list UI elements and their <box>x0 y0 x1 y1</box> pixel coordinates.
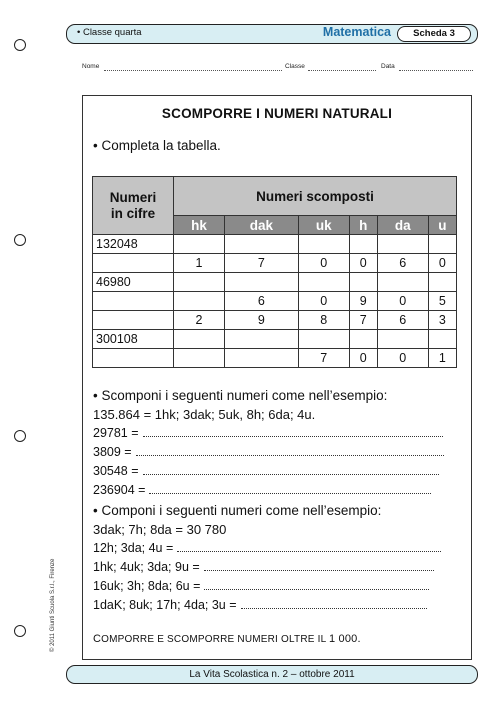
worksheet-number: Scheda 3 <box>397 26 471 42</box>
table-instruction: • Completa la tabella. <box>93 138 221 153</box>
digit-cell-uk: 7 <box>298 349 349 368</box>
exercise1-item-label: 236904 = <box>93 483 146 497</box>
number-cell[interactable] <box>93 254 174 273</box>
exercise2-item <box>93 541 441 555</box>
table-row <box>93 311 457 330</box>
digit-cell-u: 0 <box>428 254 456 273</box>
class-label: • Classe quarta <box>77 27 142 38</box>
exercise1-instruction: • Scomponi i seguenti numeri come nell’esempio: <box>93 388 388 403</box>
binder-hole-2 <box>14 234 26 246</box>
name-label: Nome <box>82 63 100 70</box>
footnote-initial: C <box>93 633 102 645</box>
exercise2-instruction: • Componi i seguenti numeri come nell’esempio: <box>93 503 382 518</box>
exercise2-example: 3dak; 7h; 8da = 30 780 <box>93 522 227 537</box>
digit-cell-dak[interactable] <box>224 273 298 292</box>
date-field[interactable] <box>399 70 473 71</box>
exercise1-item <box>93 483 431 497</box>
name-field[interactable] <box>104 70 282 71</box>
exercise1-item <box>93 445 444 459</box>
class-field-label: Classe <box>285 63 305 70</box>
numbers-in-digits-label: Numeri in cifre <box>109 189 157 221</box>
exercise1-answer-field[interactable] <box>149 483 431 494</box>
exercise1-item <box>93 426 443 440</box>
digit-cell-u[interactable] <box>428 235 456 254</box>
digit-cell-hk[interactable] <box>174 292 225 311</box>
number-cell[interactable] <box>93 311 174 330</box>
footnote-text: OMPORRE E SCOMPORRE NUMERI OLTRE IL <box>101 634 329 645</box>
worksheet-title: SCOMPORRE I NUMERI NATURALI <box>161 106 393 121</box>
number-cell: 300108 <box>93 330 174 349</box>
numbers-in-digits-header <box>93 177 174 235</box>
number-cell[interactable] <box>93 292 174 311</box>
exercise2-item-label: 1daK; 8uk; 17h; 4da; 3u = <box>93 598 237 612</box>
column-header-u: u <box>428 216 456 235</box>
footnote <box>93 633 361 645</box>
number-cell: 46980 <box>93 273 174 292</box>
exercise2-item-label: 1hk; 4uk; 3da; 9u = <box>93 560 200 574</box>
column-header-hk: hk <box>174 216 225 235</box>
digit-cell-da: 0 <box>377 292 428 311</box>
number-cell[interactable] <box>93 349 174 368</box>
decomposed-numbers-label: Numeri scomposti <box>256 188 374 204</box>
digit-cell-h: 0 <box>349 349 377 368</box>
digit-cell-da[interactable] <box>377 235 428 254</box>
column-header-da: da <box>377 216 428 235</box>
exercise1-answer-field[interactable] <box>143 426 443 437</box>
digit-cell-uk: 0 <box>298 292 349 311</box>
digit-cell-h: 9 <box>349 292 377 311</box>
exercise1-item-label: 29781 = <box>93 426 139 440</box>
digit-cell-hk[interactable] <box>174 349 225 368</box>
number-cell: 132048 <box>93 235 174 254</box>
exercise1-example: 135.864 = 1hk; 3dak; 5uk, 8h; 6da; 4u. <box>93 407 316 422</box>
footnote-number: 1 000. <box>328 633 361 645</box>
header-bar <box>66 24 478 44</box>
digit-cell-da[interactable] <box>377 273 428 292</box>
decomposed-numbers-header <box>174 177 457 216</box>
digit-cell-dak: 9 <box>224 311 298 330</box>
footer-bar <box>66 665 478 684</box>
column-header-uk: uk <box>298 216 349 235</box>
exercise2-answer-field[interactable] <box>204 579 429 590</box>
table-row <box>93 235 457 254</box>
date-label: Data <box>381 63 395 70</box>
table-row <box>93 349 457 368</box>
decomposition-table <box>92 176 457 368</box>
digit-cell-u: 3 <box>428 311 456 330</box>
digit-cell-da: 6 <box>377 311 428 330</box>
digit-cell-uk: 8 <box>298 311 349 330</box>
digit-cell-u[interactable] <box>428 273 456 292</box>
table-row <box>93 254 457 273</box>
table-row <box>93 292 457 311</box>
digit-cell-da[interactable] <box>377 330 428 349</box>
digit-cell-hk[interactable] <box>174 330 225 349</box>
digit-cell-u[interactable] <box>428 330 456 349</box>
digit-cell-hk: 2 <box>174 311 225 330</box>
class-field[interactable] <box>308 70 376 71</box>
digit-cell-uk[interactable] <box>298 235 349 254</box>
digit-cell-u: 5 <box>428 292 456 311</box>
digit-cell-h[interactable] <box>349 273 377 292</box>
binder-hole-4 <box>14 625 26 637</box>
exercise1-answer-field[interactable] <box>136 445 444 456</box>
digit-cell-h: 7 <box>349 311 377 330</box>
column-header-dak: dak <box>224 216 298 235</box>
exercise1-answer-field[interactable] <box>143 464 439 475</box>
digit-cell-uk[interactable] <box>298 330 349 349</box>
digit-cell-hk[interactable] <box>174 235 225 254</box>
table-row <box>93 273 457 292</box>
digit-cell-dak: 7 <box>224 254 298 273</box>
footer-text: La Vita Scolastica n. 2 – ottobre 2011 <box>189 669 355 680</box>
digit-cell-hk: 1 <box>174 254 225 273</box>
exercise2-item-label: 12h; 3da; 4u = <box>93 541 174 555</box>
digit-cell-u: 1 <box>428 349 456 368</box>
subject-label: Matematica <box>322 25 391 39</box>
exercise2-item <box>93 560 434 574</box>
exercise1-item <box>93 464 439 478</box>
exercise2-item <box>93 598 427 612</box>
digit-cell-dak[interactable] <box>224 349 298 368</box>
digit-cell-uk[interactable] <box>298 273 349 292</box>
digit-cell-uk: 0 <box>298 254 349 273</box>
exercise2-answer-field[interactable] <box>204 560 434 571</box>
exercise2-answer-field[interactable] <box>241 598 427 609</box>
digit-cell-hk[interactable] <box>174 273 225 292</box>
worksheet-card <box>82 95 472 660</box>
exercise2-item-label: 16uk; 3h; 8da; 6u = <box>93 579 201 593</box>
exercise2-item <box>93 579 429 593</box>
digit-cell-dak: 6 <box>224 292 298 311</box>
exercise1-item-label: 30548 = <box>93 464 139 478</box>
exercise1-item-label: 3809 = <box>93 445 132 459</box>
digit-cell-da: 6 <box>377 254 428 273</box>
digit-cell-da: 0 <box>377 349 428 368</box>
digit-cell-dak[interactable] <box>224 235 298 254</box>
binder-hole-1 <box>14 39 26 51</box>
digit-cell-h: 0 <box>349 254 377 273</box>
binder-hole-3 <box>14 430 26 442</box>
copyright-notice: © 2011 Giunti Scuola S.r.l., Firenze <box>50 558 56 652</box>
digit-cell-h[interactable] <box>349 235 377 254</box>
digit-cell-h[interactable] <box>349 330 377 349</box>
digit-cell-dak[interactable] <box>224 330 298 349</box>
exercise2-answer-field[interactable] <box>177 541 441 552</box>
column-header-h: h <box>349 216 377 235</box>
table-row <box>93 330 457 349</box>
